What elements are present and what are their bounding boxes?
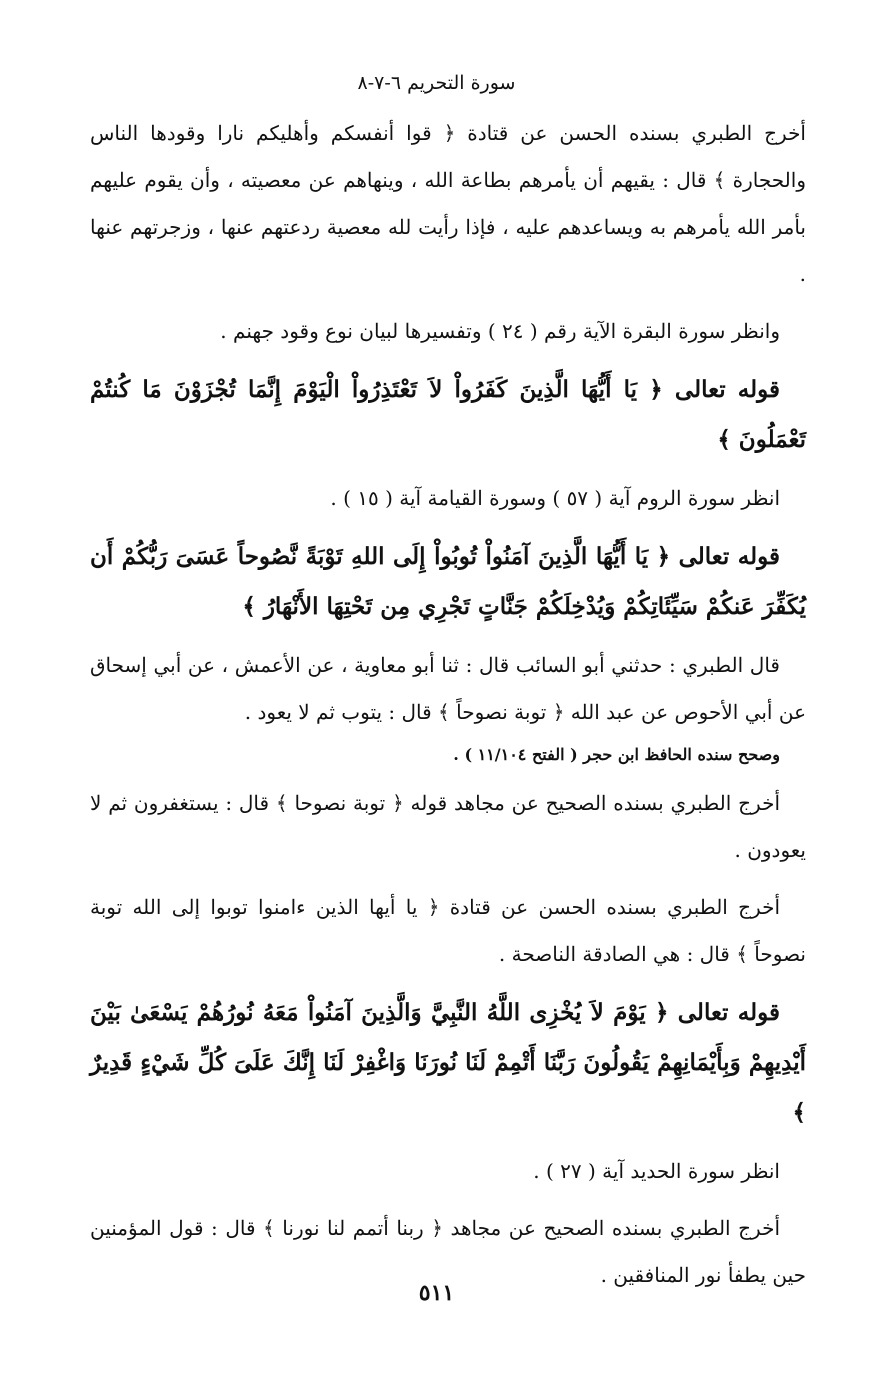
paragraph-qatada-1: أخرج الطبري بسنده الحسن عن قتادة ﴿ قوا أنفسكم وأهليكم نارا وقودها الناس والحجارة ﴾ قال : يقيهم أن يأمرهم بطاعة الله ، وينهاهم عن معصيته ، وأن يقوم عليهم بأمر الله يأمرهم به ويساعدهم عليه ، فإذا رأيت لله معصية ردعتهم عنها ، وزجرتهم عنها . <box>90 121 806 286</box>
authentication-note: وصحح سنده الحافظ ابن حجر ( الفتح ١١/١٠٤ ) . <box>453 745 780 764</box>
verse-heading-2: قوله تعالى ﴿ يَا أَيُّهَا الَّذِينَ آمَنُواْ تُوبُواْ إِلَى اللهِ تَوْبَةً نَّصُوحاً عَسَىَ رَبُّكُمْ أَن يُكَفِّرَ عَنكُمْ سَيِّئَاتِكُمْ وَيُدْخِلَكُمْ جَنَّاتٍ تَجْرِي مِن تَحْتِهَا الأَنْهَارُ ﴾ <box>90 543 806 620</box>
verse-heading-3: قوله تعالى ﴿ يَوْمَ لاَ يُخْزِى اللَّهُ النَّبِيَّ وَالَّذِينَ آمَنُواْ مَعَهُ نُورُهُمْ يَسْعَىٰ بَيْنَ أَيْدِيهِمْ وَبِأَيْمَانِهِمْ يَقُولُونَ رَبَّنَا أَتْمِمْ لَنَا نُورَنَا وَاغْفِرْ لَنَا إِنَّكَ عَلَىَ كُلِّ شَيْءٍ قَدِيرٌ ﴾ <box>90 999 806 1126</box>
paragraph-mujahid-1: أخرج الطبري بسنده الصحيح عن مجاهد قوله ﴿ توبة نصوحا ﴾ قال : يستغفرون ثم لا يعودون . <box>90 791 806 862</box>
paragraph-rum-ref: انظر سورة الروم آية ( ٥٧ ) وسورة القيامة آية ( ١٥ ) . <box>330 486 780 510</box>
paragraph-mujahid-2: أخرج الطبري بسنده الصحيح عن مجاهد ﴿ ربنا أتمم لنا نورنا ﴾ قال : قول المؤمنين حين يطفأ نور المنافقين . <box>90 1216 806 1287</box>
paragraph-baqarah-ref: وانظر سورة البقرة الآية رقم ( ٢٤ ) وتفسيرها لبيان نوع وقود جهنم . <box>220 319 780 343</box>
page-header: سورة التحريم ٦-٧-٨ <box>357 72 516 94</box>
paragraph-hadid-ref: انظر سورة الحديد آية ( ٢٧ ) . <box>533 1159 780 1183</box>
page-number: ٥١١ <box>418 1280 455 1306</box>
page-content <box>90 110 806 1309</box>
paragraph-qatada-2: أخرج الطبري بسنده الحسن عن قتادة ﴿ يا أيها الذين ءامنوا توبوا إلى الله توبة نصوحاً ﴾ قال : هي الصادقة الناصحة . <box>90 895 806 966</box>
paragraph-tabari-hadith: قال الطبري : حدثني أبو السائب قال : ثنا أبو معاوية ، عن الأعمش ، عن أبي إسحاق عن أبي الأحوص عن عبد الله ﴿ توبة نصوحاً ﴾ قال : يتوب ثم لا يعود . <box>90 653 806 724</box>
verse-heading-1: قوله تعالى ﴿ يَا أَيُّهَا الَّذِينَ كَفَرُواْ لاَ تَعْتَذِرُواْ الْيَوْمَ إِنَّمَا تُجْزَوْنَ مَا كُنتُمْ تَعْمَلُونَ ﴾ <box>90 376 806 453</box>
